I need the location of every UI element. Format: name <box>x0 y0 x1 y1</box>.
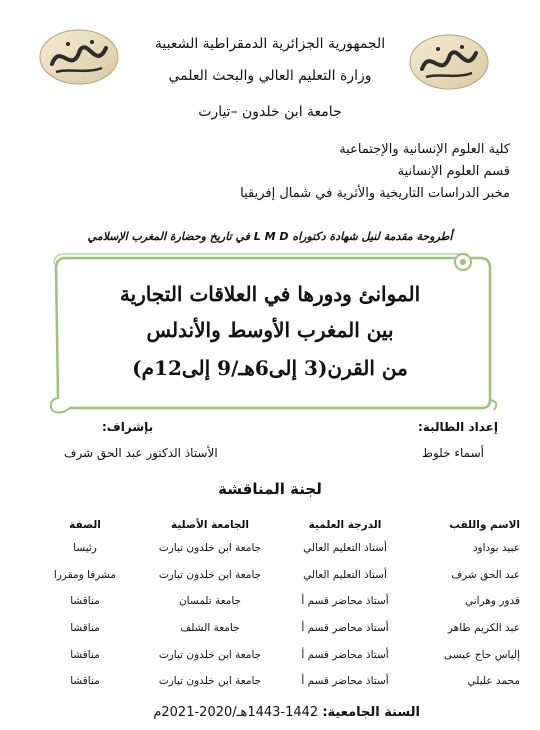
university-logo-left <box>38 28 120 86</box>
thesis-title-line-2: بين المغرب الأوسط والأندلس <box>146 318 394 342</box>
supervisor-label: بإشراف: <box>102 420 154 434</box>
republic-name: الجمهورية الجزائرية الدمقراطية الشعبية <box>154 36 386 52</box>
member-name: عبيد بوداود <box>472 542 520 555</box>
member-name: محمد عليلي <box>467 675 520 688</box>
member-university: جامعة تلمسان <box>178 595 242 608</box>
student-label: إعداد الطالبة: <box>418 420 498 434</box>
member-role: رئيسا <box>73 542 97 555</box>
header-rank: الدرجة العلمية <box>308 519 382 531</box>
member-university: جامعة ابن خلدون تيارت <box>158 568 262 581</box>
student-name: أسماء خلوط <box>421 446 484 460</box>
header-role: الصفة <box>69 519 101 531</box>
member-role: مناقشا <box>70 595 100 608</box>
committee-table <box>30 515 520 695</box>
member-name: عبد الحق شرف <box>451 568 520 581</box>
table-row <box>30 588 520 615</box>
table-row <box>30 562 520 589</box>
member-role: مشرفا ومقررا <box>53 568 117 581</box>
lab-name: مخبر الدراسات التاريخية والأثرية في شمال إفريقيا <box>240 186 510 201</box>
department-name: قسم العلوم الإنسانية <box>397 164 510 179</box>
header-name: الاسم واللقب <box>449 519 520 531</box>
member-rank: أستاذ محاضر قسم أ <box>301 675 389 688</box>
table-row <box>30 535 520 562</box>
committee-title: لجنة المناقشة <box>218 480 322 498</box>
member-university: جامعة الشلف <box>180 622 240 635</box>
academic-year-value: 1442-1443هـ/2020-2021م <box>153 705 319 720</box>
supervisor-name: الأستاذ الدكتور عبد الحق شرف <box>64 446 218 460</box>
table-header-row <box>30 515 520 535</box>
thesis-statement: أطروحة مقدمة لنيل شهادة دكتوراه L M D في تاريخ وحضارة المغرب الإسلامي <box>87 230 453 243</box>
member-role: مناقشا <box>70 622 100 635</box>
member-university: جامعة ابن خلدون تيارت <box>158 675 262 688</box>
member-rank: أستاذ التعليم العالي <box>303 542 387 555</box>
table-row <box>30 615 520 642</box>
member-name: قدور وهراني <box>464 595 520 608</box>
thesis-title-line-3: من القرن(3 إلى6هـ/9 إلى12م) <box>132 356 408 380</box>
table-row <box>30 641 520 668</box>
member-university: جامعة ابن خلدون تيارت <box>158 648 262 661</box>
member-name: عبد الكريم طاهر <box>447 622 520 635</box>
university-name: جامعة ابن خلدون –تيارت <box>198 104 342 120</box>
member-rank: أستاذ محاضر قسم أ <box>301 622 389 635</box>
member-role: مناقشا <box>70 648 100 661</box>
university-logo-right <box>408 33 490 91</box>
academic-year-label: السنة الجامعية: <box>322 705 420 720</box>
header-university: الجامعة الأصلية <box>170 519 249 531</box>
member-rank: أستاذ التعليم العالي <box>303 568 387 581</box>
member-rank: أستاذ محاضر قسم أ <box>301 595 389 608</box>
table-row <box>30 668 520 695</box>
member-university: جامعة ابن خلدون تيارت <box>158 542 262 555</box>
member-name: إلياس حاج عيسى <box>444 648 520 661</box>
member-role: مناقشا <box>70 675 100 688</box>
member-rank: أستاذ محاضر قسم أ <box>301 648 389 661</box>
ministry-name: وزارة التعليم العالي والبحث العلمي <box>168 68 372 84</box>
thesis-title-line-1: الموانئ ودورها في العلاقات التجارية <box>119 282 421 306</box>
college-name: كلية العلوم الإنسانية والإجتماعية <box>339 142 510 157</box>
academic-year <box>153 705 420 720</box>
